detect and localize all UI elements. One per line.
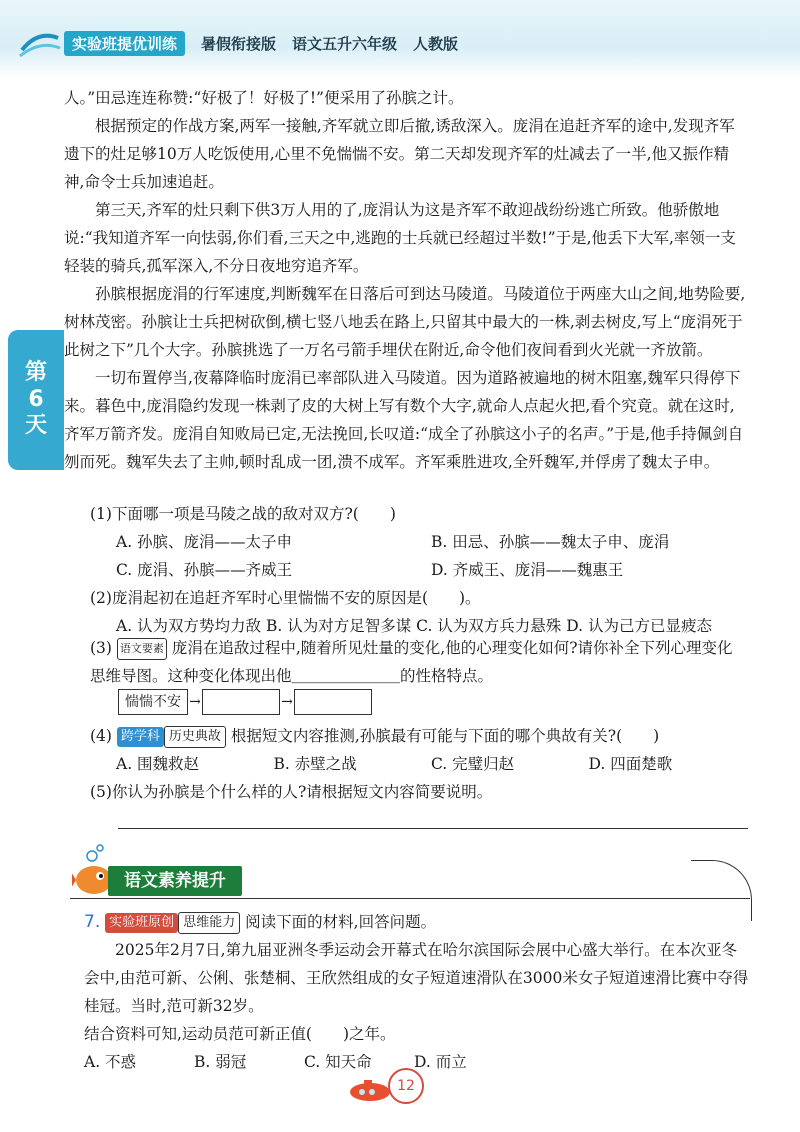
- option-a[interactable]: A. 不惑: [84, 1053, 137, 1071]
- question-7-lead: 阅读下面的材料,回答问题。: [245, 913, 437, 931]
- tag-history: 历史典故: [164, 726, 226, 748]
- passage-paragraph: 人。”田忌连连称赞:“好极了！好极了!”便采用了孙膑之计。: [64, 89, 464, 107]
- question-1: [90, 500, 746, 584]
- passage-paragraph: 第三天,齐军的灶只剩下供3万人用的了,庞涓认为这是齐军不敢迎战纷纷逃亡所致。他骄傲地说:“我知道齐军一向怯弱,你们看,三天之中,逃跑的士兵就已经超过半数!”于是,他丢下大军,率领一支轻装的骑兵,孤军深入,不分日夜地穷追齐军。: [64, 201, 736, 275]
- option-c[interactable]: C. 庞涓、孙膑——齐威王: [116, 561, 293, 579]
- mindmap-blank-1[interactable]: [202, 689, 280, 715]
- page-number: 12: [388, 1068, 424, 1104]
- publisher-label: 人教版: [413, 34, 459, 53]
- tag-cross-subject: 跨学科: [117, 727, 164, 747]
- question-7-material: 2025年2月7日,第九届亚洲冬季运动会开幕式在哈尔滨国际会展中心盛大举行。在本次亚冬会中,由范可新、公俐、张楚桐、王欣然组成的女子短道速滑队在3000米女子短道速滑比赛中夺得桂冠。当时,范可新32岁。: [84, 941, 749, 1015]
- grade-label: 语文五升六年级: [292, 34, 398, 53]
- day-tab-char-3: 天: [24, 413, 47, 439]
- answer-line[interactable]: [118, 828, 748, 829]
- option-d[interactable]: D. 四面楚歌: [588, 755, 673, 773]
- day-tab-char-1: 第: [24, 360, 47, 386]
- mind-map: [118, 689, 372, 715]
- passage-paragraph: 根据预定的作战方案,两军一接触,齐军就立即后撤,诱敌深入。庞涓在追赶齐军的途中,发现齐军遗下的灶足够10万人吃饭使用,心里不免惴惴不安。第二天却发现齐军的灶减去了一半,他又振作精神,命令士兵加速追赶。: [64, 117, 735, 191]
- arrow-right-icon: →: [281, 694, 293, 710]
- divider: [70, 898, 750, 899]
- option-a[interactable]: A. 孙膑、庞涓——太子申: [116, 533, 293, 551]
- option-a[interactable]: A. 围魏救赵: [116, 755, 200, 773]
- brand-label: 实验班提优训练: [64, 31, 185, 56]
- header-bar: [64, 30, 458, 56]
- passage: [64, 84, 746, 476]
- question-5-stem: (5)你认为孙膑是个什么样的人?请根据短文内容简要说明。: [90, 783, 493, 801]
- day-tab-char-2: 6: [28, 386, 44, 412]
- edition-label: 暑假衔接版: [201, 34, 277, 53]
- question-7: [84, 908, 752, 1076]
- option-c[interactable]: C. 知天命: [304, 1053, 372, 1071]
- section-title: 语文素养提升: [108, 866, 242, 896]
- question-7-question: 结合资料可知,运动员范可新正值( )之年。: [84, 1025, 396, 1043]
- question-5: [90, 778, 746, 806]
- option-c[interactable]: C. 完璧归赵: [431, 755, 515, 773]
- question-3-prefix: (3): [90, 639, 112, 657]
- option-b[interactable]: B. 弱冠: [194, 1053, 247, 1071]
- passage-paragraph: 一切布置停当,夜幕降临时庞涓已率部队进入马陵道。因为道路被遍地的树木阻塞,魏军只得停下来。暮色中,庞涓隐约发现一株剥了皮的大树上写有数个大字,就命人点起火把,看个究竟。就在这时,齐军万箭齐发。庞涓自知败局已定,无法挽回,长叹道:“成全了孙膑这小子的名声。”于是,他手持佩剑自刎而死。魏军失去了主帅,顿时乱成一团,溃不成军。齐军乘胜进攻,全歼魏军,并俘虏了魏太子申。: [64, 369, 744, 471]
- question-7-number: 7.: [84, 912, 101, 932]
- tag-thinking: 思维能力: [178, 912, 240, 934]
- option-d[interactable]: D. 齐威王、庞涓——魏惠王: [431, 561, 624, 579]
- day-tab: [8, 330, 64, 470]
- option-d[interactable]: D. 而立: [414, 1053, 467, 1071]
- header: [0, 0, 800, 78]
- mindmap-start-box: 惴惴不安: [118, 689, 188, 715]
- question-4-prefix: (4): [90, 727, 112, 745]
- question-2-stem: (2)庞涓起初在追赶齐军时心里惴惴不安的原因是( )。: [90, 589, 481, 607]
- mindmap-blank-2[interactable]: [294, 689, 372, 715]
- question-4-text: 根据短文内容推测,孙膑最有可能与下面的哪个典故有关?( ): [230, 727, 660, 745]
- question-1-stem: (1)下面哪一项是马陵之战的敌对双方?( ): [90, 505, 396, 523]
- question-4: [90, 722, 746, 778]
- arrow-right-icon: →: [189, 694, 201, 710]
- tag-original: 实验班原创: [105, 913, 178, 933]
- question-2: [90, 584, 746, 640]
- question-3: [90, 634, 746, 690]
- question-2-options: A. 认为双方势均力敌 B. 认为对方足智多谋 C. 认为双方兵力悬殊 D. 认为己方已显疲态: [116, 617, 712, 635]
- option-b[interactable]: B. 田忌、孙膑——魏太子申、庞涓: [431, 533, 670, 551]
- submarine-icon: [348, 1078, 394, 1102]
- option-b[interactable]: B. 赤壁之战: [273, 755, 357, 773]
- question-3-text: 庞涓在追敌过程中,随着所见灶量的变化,他的心理变化如何?请你补全下列心理变化思维导图。这种变化体现出他＿＿＿＿＿＿＿的性格特点。: [90, 639, 733, 685]
- tag-chinese-element: 语文要素: [117, 638, 167, 660]
- passage-paragraph: 孙膑根据庞涓的行军速度,判断魏军在日落后可到达马陵道。马陵道位于两座大山之间,地势险要,树林茂密。孙膑让士兵把树砍倒,横七竖八地丢在路上,只留其中最大的一株,剥去树皮,写上“庞涓死于此树之下”几个大字。孙膑挑选了一万名弓箭手埋伏在附近,命令他们夜间看到火光就一齐放箭。: [64, 285, 746, 359]
- swirl-icon: [18, 26, 62, 58]
